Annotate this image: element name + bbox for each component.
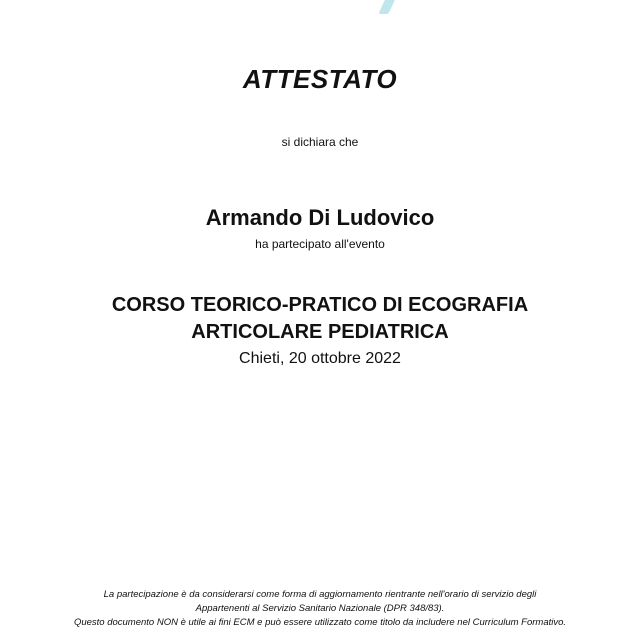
footer-line-1: La partecipazione è da considerarsi come forma di aggiornamento rientrante nell'orario di servizio degli [103, 589, 537, 600]
event-title-line-2: ARTICOLARE PEDIATRICA [191, 321, 449, 343]
footer-line-2: Appartenenti al Servizio Sanitario Nazionale (DPR 348/83). [195, 603, 445, 614]
recipient-name: Armando Di Ludovico [205, 205, 435, 230]
decorative-accent-shape [378, 0, 397, 14]
event-title-line-1: CORSO TEORICO-PRATICO DI ECOGRAFIA [111, 294, 529, 316]
certificate-title: ATTESTATO [242, 64, 398, 94]
event-title [0, 292, 640, 346]
event-place-date: Chieti, 20 ottobre 2022 [239, 350, 401, 367]
footer-line-3: Questo documento NON è utile ai fini ECM e può essere utilizzato come titolo da includere nel Curriculum Formativo. [73, 617, 567, 628]
participation-text: ha partecipato all'evento [255, 237, 385, 251]
declaration-text: si dichiara che [281, 135, 359, 149]
footer-note [0, 588, 640, 630]
